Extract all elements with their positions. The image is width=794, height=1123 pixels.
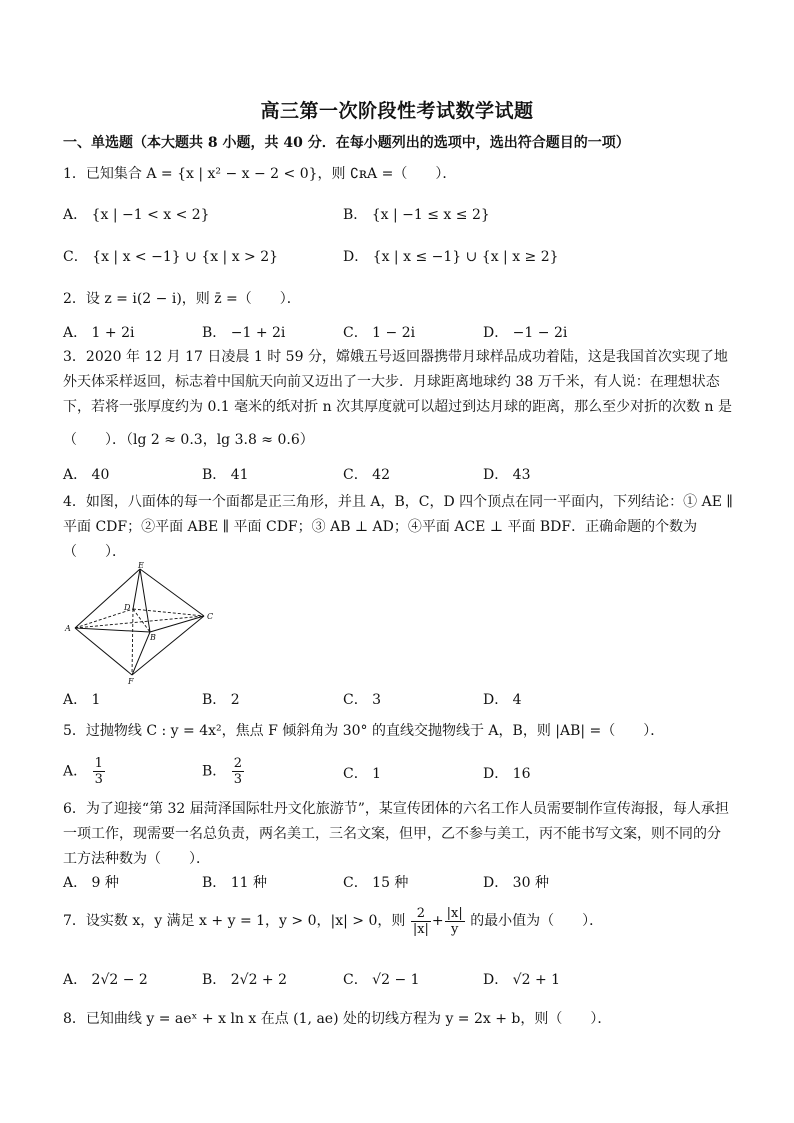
q1-option-a: A． {x | −1 < x < 2}	[63, 207, 210, 223]
vertex-label-b: B	[150, 633, 156, 642]
q5-b-numerator: 2	[233, 756, 243, 771]
q7-fraction-2	[445, 906, 465, 937]
q3-option-b: B． 41	[202, 467, 249, 483]
q2-option-b: B． −1 + 2i	[202, 325, 286, 341]
question-2-stem: 2．设 z = i(2 − i)，则 z̄ =（ ）．	[63, 291, 301, 307]
question-3-stem: 3．2020 年 12 月 17 日凌晨 1 时 59 分，嫦娥五号返回器携带月球样品成功着陆，这是我国首次实现了地外天体采样返回，标志着中国航天向前又迈出了一大步．月球距离地球约 38 万千米，有人说：在理想状态下，若将一张厚度约为 0.1 毫米的纸对折 n 次其厚度就可以超过到达月球的距离，那么至少对折的次数 n 是	[63, 349, 732, 415]
q4-option-d: D． 4	[483, 692, 522, 708]
q5-option-c: C． 1	[343, 766, 382, 782]
vertex-label-a: A	[65, 624, 71, 633]
q7-frac2-numerator: |x|	[446, 905, 463, 921]
q5-b-denominator: 3	[233, 772, 243, 787]
q5-option-d: D． 16	[483, 766, 531, 782]
q2-option-d: D． −1 − 2i	[483, 325, 568, 341]
q5-option-a-label: A．	[63, 763, 88, 780]
question-5-stem: 5．过抛物线 C : y = 4x²，焦点 F 倾斜角为 30° 的直线交抛物线于 A，B，则 |AB| =（ ）．	[63, 723, 665, 739]
q5-option-b-label: B．	[202, 763, 227, 780]
question-7-stem	[63, 904, 603, 938]
q4-option-a: A． 1	[63, 692, 101, 708]
q3-option-d: D． 43	[483, 467, 531, 483]
question-1-stem: 1．已知集合 A = {x | x² − x − 2 < 0}，则 ∁ʀA =（ ）．	[63, 166, 457, 182]
q7-stem-pre: 7．设实数 x，y 满足 x + y = 1，y > 0，|x| > 0，则	[63, 913, 406, 929]
q3-option-c: C． 42	[343, 467, 390, 483]
octahedron-figure	[62, 560, 218, 686]
q7-option-c: C． √2 − 1	[343, 972, 420, 988]
question-8-stem: 8．已知曲线 y = aeˣ + x ln x 在点 (1, ae) 处的切线方程为 y = 2x + b，则（ ）．	[63, 1011, 612, 1027]
q7-frac1-numerator: 2	[411, 906, 431, 922]
q6-option-d: D． 30 种	[483, 875, 549, 891]
question-4-stem: 4．如图，八面体的每一个面都是正三角形，并且 A，B，C，D 四个顶点在同一平面内，下列结论：① AE ∥ 平面 CDF；②平面 ABE ∥ 平面 CDF；③ AB ⊥ AD；④平面 ACE ⊥ 平面 BDF．正确命题的个数为（ ）．	[63, 494, 733, 560]
q1-option-d: D． {x | x ≤ −1} ∪ {x | x ≥ 2}	[343, 249, 559, 265]
q5-option-a-fraction	[93, 756, 105, 787]
q5-option-a	[63, 756, 106, 787]
exam-title: 高三第一次阶段性考试数学试题	[260, 100, 534, 122]
q7-frac2-denominator: y	[451, 921, 459, 937]
question-6-stem: 6．为了迎接“第 32 届菏泽国际牡丹文化旅游节”，某宣传团体的六名工作人员需要制作宣传海报，每人承担一项工作，现需要一名总负责，两名美工，三名文案，但甲，乙不参与美工，丙不能书写文案，则不同的分工方法种数为（ ）．	[63, 801, 729, 867]
q7-frac1-denominator: |x|	[412, 921, 429, 937]
q2-option-a: A． 1 + 2i	[63, 325, 135, 341]
q7-option-a: A． 2√2 − 2	[63, 972, 148, 988]
q5-a-numerator: 1	[94, 756, 103, 771]
q5-option-b	[202, 756, 245, 787]
vertex-label-e: E	[138, 561, 144, 570]
vertex-label-d: D	[124, 603, 131, 612]
question-3-hint: （ ）．（lg 2 ≈ 0.3，lg 3.8 ≈ 0.6）	[63, 432, 314, 448]
q1-option-c: C． {x | x < −1} ∪ {x | x > 2}	[63, 249, 279, 265]
q4-option-b: B． 2	[202, 692, 240, 708]
q7-option-d: D． √2 + 1	[483, 972, 561, 988]
q1-option-b: B． {x | −1 ≤ x ≤ 2}	[343, 207, 490, 223]
q5-option-b-fraction	[232, 756, 244, 787]
q6-option-a: A． 9 种	[63, 875, 119, 891]
vertex-label-c: C	[207, 612, 214, 621]
q7-plus: +	[431, 913, 444, 929]
q5-a-denominator: 3	[94, 772, 103, 787]
q3-option-a: A． 40	[63, 467, 110, 483]
q7-option-b: B． 2√2 + 2	[202, 972, 288, 988]
q7-fraction-1	[411, 906, 431, 937]
q6-option-c: C． 15 种	[343, 875, 409, 891]
q6-option-b: B． 11 种	[202, 875, 268, 891]
q4-option-c: C． 3	[343, 692, 382, 708]
q7-stem-post: 的最小值为（ ）．	[470, 913, 604, 929]
vertex-label-f: F	[128, 677, 134, 686]
section-heading: 一、单选题（本大题共 8 小题，共 40 分．在每小题列出的选项中，选出符合题目的一项）	[63, 135, 630, 151]
q2-option-c: C． 1 − 2i	[343, 325, 416, 341]
